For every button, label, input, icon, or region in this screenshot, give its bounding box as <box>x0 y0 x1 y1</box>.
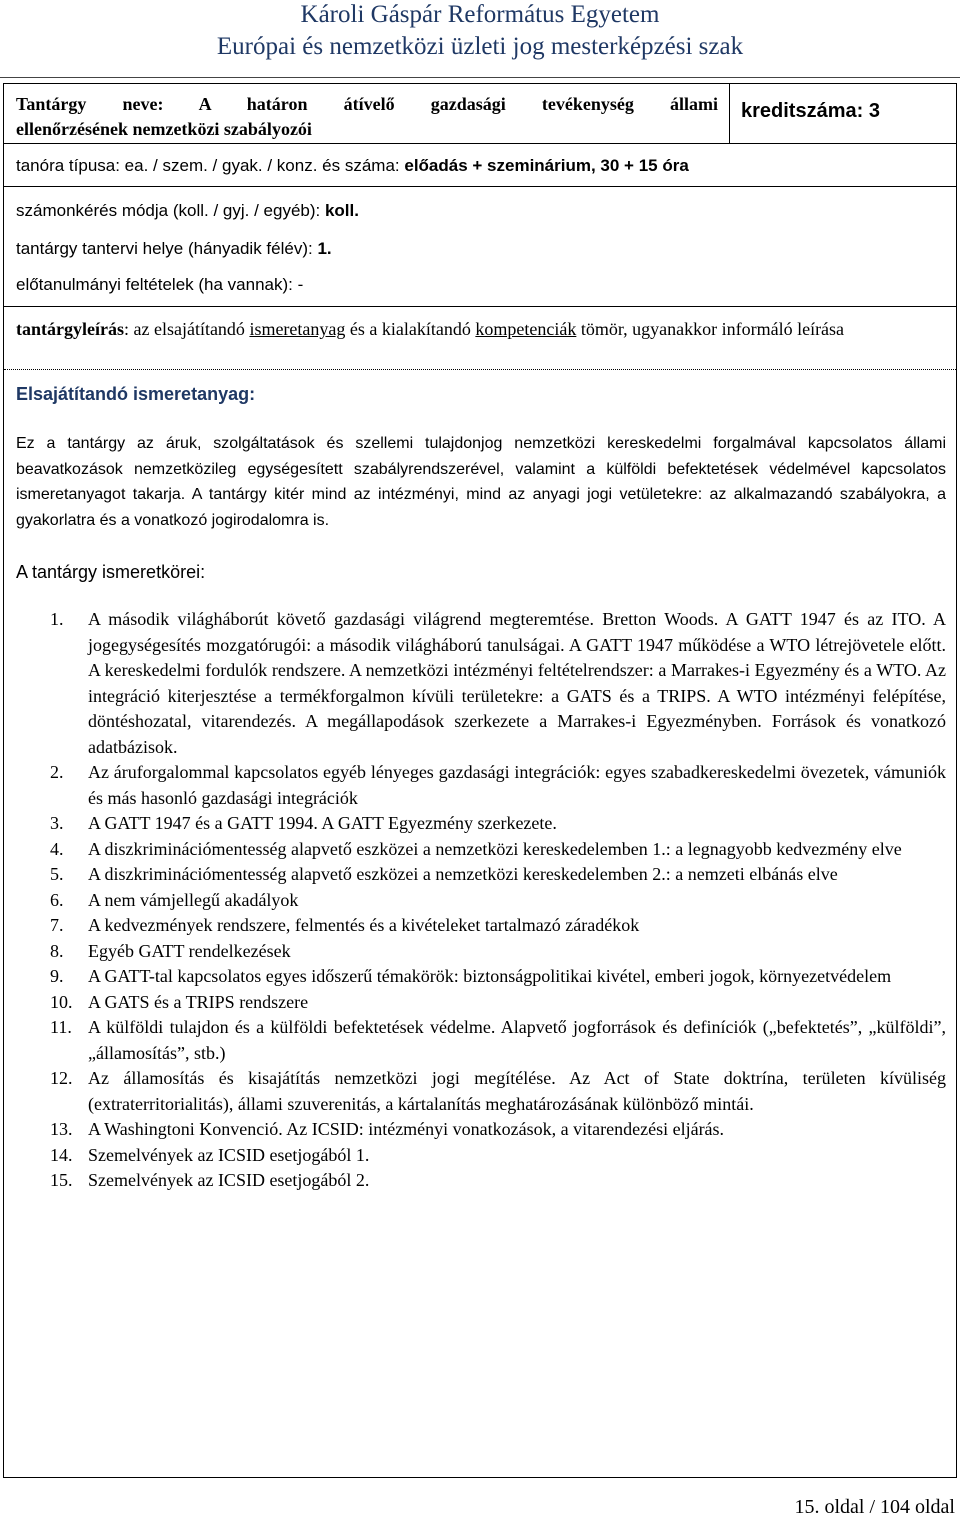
list-item <box>50 1015 946 1066</box>
row-divider <box>4 143 956 144</box>
item-text: A kedvezmények rendszere, felmentés és a kivételeket tartalmazó záradékok <box>88 915 640 935</box>
list-item <box>50 862 946 888</box>
list-item <box>50 1066 946 1117</box>
item-text: A külföldi tulajdon és a külföldi befektetések védelme. Alapvető jogforrások és definíciók („befektetés”, „külföldi”, „államosítás”, stb.) <box>88 1017 946 1063</box>
list-item <box>50 990 946 1016</box>
item-text: Szemelvények az ICSID esetjogából 2. <box>88 1170 370 1190</box>
item-text: A Washingtoni Konvenció. Az ICSID: intézményi vonatkozások, a vitarendezési eljárás. <box>88 1119 725 1139</box>
class-type-row <box>16 153 689 178</box>
topics-list <box>50 607 946 1194</box>
dotted-divider <box>4 369 956 370</box>
class-type-value: előadás + szeminárium, 30 + 15 óra <box>404 156 689 175</box>
class-type-label: tanóra típusa: ea. / szem. / gyak. / konz. és száma: <box>16 156 400 175</box>
list-item <box>50 913 946 939</box>
current-page: 15. oldal <box>794 1496 865 1518</box>
semester-label: tantárgy tantervi helye (hányadik félév): <box>16 239 313 258</box>
row-divider <box>4 186 956 187</box>
list-item <box>50 811 946 837</box>
item-number: 9. <box>50 966 64 986</box>
item-text: A diszkriminációmentesség alapvető eszközei a nemzetközi kereskedelemben 2.: a nemzeti elbánás elve <box>88 864 838 884</box>
description-text: : az elsajátítandó <box>123 319 250 339</box>
subject-label: Tantárgy neve: <box>16 94 164 114</box>
item-number: 14. <box>50 1144 73 1165</box>
total-pages: 104 oldal <box>880 1496 955 1518</box>
list-item <box>50 1143 946 1169</box>
course-summary: Ez a tantárgy az áruk, szolgáltatások és szellemi tulajdonjog nemzetközi kereskedelmi forgalmával kapcsolatos állami beavatkozások nemzetközileg egységesített szabályrendszerével, valamint a külföldi befektetések védelmével kapcsolatos ismeretanyagot takarja. A tantárgy kitér mind az intézményi, mind az anyagi jogi vetületekre: az alkalmazandó szabályokra, a gyakorlatra és a vonatkozó jogirodalomra is. <box>16 435 946 529</box>
item-text: A GATS és a TRIPS rendszere <box>88 991 309 1012</box>
section-heading: Elsajátítandó ismeretanyag: <box>16 384 256 404</box>
subject-description <box>16 317 946 342</box>
list-item <box>50 1117 946 1143</box>
subject-name-part1: A határon átívelő gazdasági tevékenység állami <box>198 94 718 114</box>
item-number: 11. <box>50 1017 72 1037</box>
list-item <box>50 888 946 914</box>
item-text: Az államosítás és kisajátítás nemzetközi jogi megítélése. Az Act of State doktrína, területen kívüliség (extraterritorialitás), állami szuverenitás, a kártalanítás meghatározásának különböző mintái. <box>88 1068 946 1114</box>
item-text: A diszkriminációmentesség alapvető eszközei a nemzetközi kereskedelemben 1.: a legnagyobb kedvezmény elve <box>88 838 902 859</box>
item-number: 8. <box>50 940 64 961</box>
item-number: 15. <box>50 1170 73 1190</box>
subject-name-line1 <box>16 92 718 117</box>
credit-divider <box>729 84 730 143</box>
item-text: A GATT 1947 és a GATT 1994. A GATT Egyezmény szerkezete. <box>88 813 557 833</box>
item-number: 12. <box>50 1068 73 1088</box>
row-divider <box>4 306 956 307</box>
credit-count: kreditszáma: 3 <box>741 100 880 122</box>
subject-name-line2: ellenőrzésének nemzetközi szabályozói <box>16 119 312 139</box>
item-text: A második világháborút követő gazdasági világrend megteremtése. Bretton Woods. A GATT 1947 és az ITO. A jogegységesítés mozgatórugói: a második világháború tanulságai. A GATT 1947 működése a WTO létrejövetele előtt. A kereskedelmi fordulók rendszere. A nemzetközi intézményi feltételrendszer: a Marrakes-i Egyezmény és a WTO. Az integráció kiterjesztése a termékforgalmon kívüli területekre: a GATS és a TRIPS. A WTO intézményi felépítése, döntéshozatal, vitarendezés. A megállapodások szerkezete a Marrakes-i Egyezményben. Források és vonatkozó adatbázisok. <box>88 609 946 757</box>
item-number: 13. <box>50 1119 73 1139</box>
university-title: Károli Gáspár Református Egyetem <box>300 1 660 28</box>
item-text: Egyéb GATT rendelkezések <box>88 940 291 961</box>
item-number: 1. <box>50 609 64 629</box>
item-text: Szemelvények az ICSID esetjogából 1. <box>88 1144 370 1165</box>
list-item <box>50 760 946 811</box>
item-text: A GATT-tal kapcsolatos egyes időszerű témakörök: biztonságpolitikai kivétel, emberi jogok, környezetvédelem <box>88 966 892 986</box>
list-item <box>50 964 946 990</box>
header-divider <box>0 77 960 78</box>
semester-row <box>16 236 332 261</box>
list-item <box>50 837 946 863</box>
prerequisites: előtanulmányi feltételek (ha vannak): - <box>16 275 304 294</box>
page-number <box>794 1495 955 1519</box>
knowledge-link[interactable]: ismeretanyag <box>249 319 346 339</box>
description-label: tantárgyleírás <box>16 319 124 339</box>
item-number: 6. <box>50 889 64 910</box>
item-number: 5. <box>50 864 64 884</box>
page-separator: / <box>869 1496 875 1518</box>
assessment-row <box>16 198 359 223</box>
list-item <box>50 1168 946 1194</box>
item-text: A nem vámjellegű akadályok <box>88 889 299 910</box>
list-item <box>50 607 946 760</box>
item-number: 4. <box>50 838 64 859</box>
item-number: 3. <box>50 813 64 833</box>
description-text: és a kialakítandó <box>345 319 476 339</box>
topics-heading: A tantárgy ismeretkörei: <box>16 562 206 582</box>
item-number: 2. <box>50 762 64 782</box>
program-title: Európai és nemzetközi üzleti jog mesterképzési szak <box>216 33 744 60</box>
assessment-value: koll. <box>324 201 359 220</box>
description-text: tömör, ugyanakkor informáló leírása <box>576 319 845 339</box>
list-item <box>50 939 946 965</box>
competencies-link[interactable]: kompetenciák <box>475 319 577 339</box>
item-text: Az áruforgalommal kapcsolatos egyéb lényeges gazdasági integrációk: egyes szabadkereskedelmi övezetek, vámuniók és más hasonló gazdasági integrációk <box>88 762 946 808</box>
semester-value: 1. <box>317 239 332 258</box>
assessment-label: számonkérés módja (koll. / gyj. / egyéb): <box>16 201 321 220</box>
item-number: 7. <box>50 915 64 935</box>
item-number: 10. <box>50 991 73 1012</box>
